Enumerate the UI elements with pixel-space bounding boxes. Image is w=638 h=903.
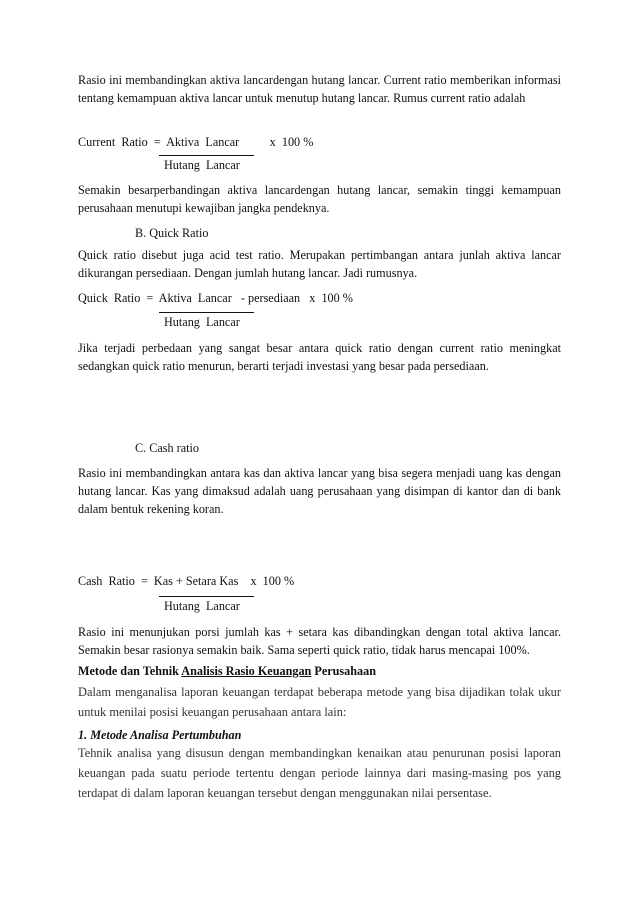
cash-ratio-intro: Rasio ini membandingkan antara kas dan aktiva lancar yang bisa segera menjadi uang kas dengan hutang lancar. Kas yang dimaksud adalah uang perusahaan yang disimpan di kantor dan di bank dalam bentuk rekening koran. (78, 466, 561, 516)
quick-ratio-formula: Quick Ratio = Aktiva Lancar - persediaan x 100 % (78, 291, 353, 305)
current-ratio-denominator: Hutang Lancar (164, 158, 240, 172)
current-ratio-intro: Rasio ini membandingkan aktiva lancardengan hutang lancar. Current ratio memberikan informasi tentang kemampuan aktiva lancar untuk menutup hutang lancar. Rumus current ratio adalah (78, 73, 561, 105)
cash-ratio-note: Rasio ini menunjukan porsi jumlah kas + setara kas dibandingkan dengan total aktiva lancar. Semakin besar rasionya semakin baik. Sama seperti quick ratio, tidak harus mencapai 100%. (78, 625, 561, 657)
cash-ratio-formula: Cash Ratio = Kas + Setara Kas x 100 % (78, 574, 295, 588)
cash-ratio-fraction-line (159, 596, 254, 597)
growth-method-heading: 1. Metode Analisa Pertumbuhan (78, 728, 242, 742)
current-ratio-formula: Current Ratio = Aktiva Lancar x 100 % (78, 135, 314, 149)
methods-intro: Dalam menganalisa laporan keuangan terdapat beberapa metode yang bisa dijadikan tolak ukur untuk menilai posisi keuangan perusahaan antara lain: (78, 685, 561, 719)
cash-ratio-heading: C. Cash ratio (135, 441, 199, 455)
cash-ratio-denominator: Hutang Lancar (164, 599, 240, 613)
quick-ratio-intro: Quick ratio disebut juga acid test ratio. Merupakan pertimbangan antara junlah aktiva lancar dikurangan persediaan. Dengan jumlah hutang lancar. Jadi rumusnya. (78, 248, 561, 280)
quick-ratio-note: Jika terjadi perbedaan yang sangat besar antara quick ratio dengan current ratio meningkat sedangkan quick ratio menurun, berarti terjadi investasi yang besar pada persediaan. (78, 341, 561, 373)
current-ratio-fraction-line (159, 155, 254, 156)
quick-ratio-fraction-line (159, 312, 254, 313)
methods-heading: Metode dan Tehnik Analisis Rasio Keuangan Perusahaan (78, 664, 377, 678)
quick-ratio-heading: B. Quick Ratio (135, 226, 209, 240)
growth-method-text: Tehnik analisa yang disusun dengan membandingkan kenaikan atau penurunan posisi laporan keuangan pada suatu periode tertentu dengan periode lainnya dari masing-masing pos yang terdapat di dalam laporan keuangan tersebut dengan menggunakan nilai persentase. (78, 746, 561, 800)
current-ratio-note: Semakin besarperbandingan aktiva lancardengan hutang lancar, semakin tinggi kemampuan perusahaan menutupi kewajiban jangka pendeknya. (78, 183, 561, 215)
quick-ratio-denominator: Hutang Lancar (164, 315, 240, 329)
